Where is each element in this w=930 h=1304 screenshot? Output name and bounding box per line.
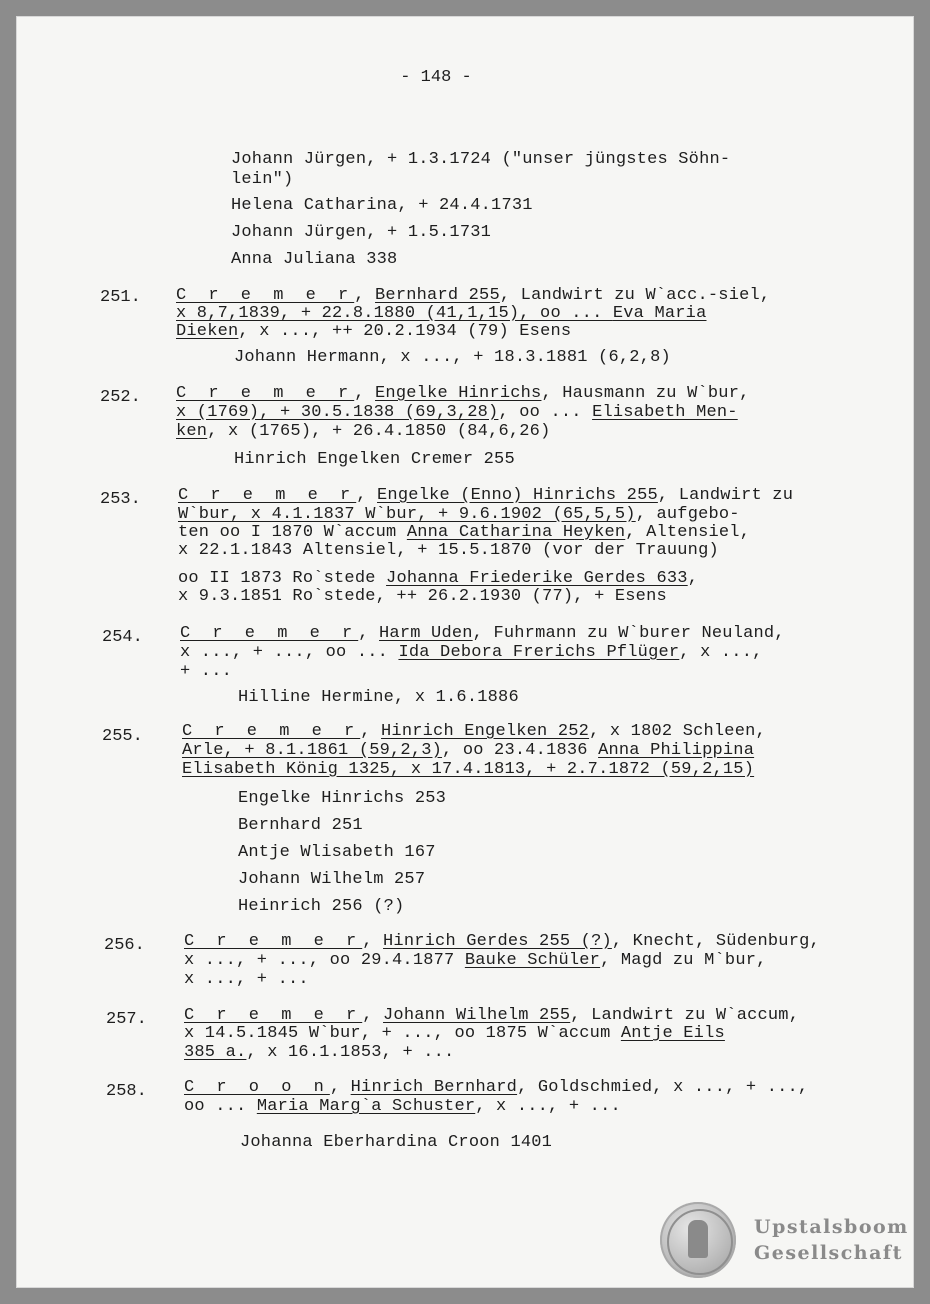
surname: C r e m e r	[182, 722, 361, 741]
entry-line: + ...	[180, 662, 233, 681]
entry-number: 255.	[102, 727, 143, 746]
entry-number: 251.	[100, 288, 141, 307]
text: x 14.5.1845 W`bur, + ..., oo 1875 W`accum	[184, 1024, 621, 1043]
entry-line	[176, 384, 750, 404]
text: , Knecht, Südenburg,	[611, 932, 820, 951]
text: , Landwirt zu W`acc.-siel,	[499, 286, 771, 305]
child-line: Helena Catharina, + 24.4.1731	[231, 196, 533, 215]
text: oo II 1873 Ro`stede	[178, 569, 387, 588]
surname: C r e m e r	[184, 932, 363, 951]
child-line: Johann Jürgen, + 1.3.1724 ("unser jüngstes Söhn-	[231, 150, 731, 169]
spouse-name: Anna Philippina	[598, 741, 755, 760]
text: , Landwirt zu W`accum,	[570, 1006, 800, 1025]
entry-number: 252.	[100, 388, 141, 407]
text: x ..., + ..., oo ...	[180, 643, 399, 662]
text: ,	[356, 486, 378, 505]
entry-line	[178, 523, 750, 543]
entry-line	[182, 722, 766, 742]
entry-line	[176, 286, 770, 306]
spouse-name: Antje Eils	[620, 1024, 725, 1043]
child-line: Johann Hermann, x ..., + 18.3.1881 (6,2,8)	[234, 348, 671, 367]
surname: C r e m e r	[178, 486, 357, 505]
given-name: Engelke Hinrichs	[375, 384, 542, 403]
logo-text-line1: Upstalsboom	[754, 1216, 909, 1238]
child-line: Anna Juliana 338	[231, 250, 398, 269]
child-line: lein")	[231, 170, 294, 189]
entry-line	[180, 643, 763, 663]
text: ,	[687, 569, 699, 588]
document-page	[16, 16, 914, 1288]
spouse-name: 385 a.	[184, 1043, 247, 1062]
text: x (1769), + 30.5.1838 (69,3,28)	[176, 403, 499, 422]
text: ,	[358, 624, 380, 643]
page-number: - 148 -	[400, 68, 472, 87]
surname: C r o o n	[184, 1078, 330, 1097]
child-line: Hinrich Engelken Cremer 255	[234, 450, 515, 469]
text: , x ..., + ...	[475, 1097, 621, 1116]
spouse-name: Eva Maria	[612, 304, 707, 323]
entry-line	[178, 505, 740, 525]
entry-number: 254.	[102, 628, 143, 647]
text: , Goldschmied, x ..., + ...,	[517, 1078, 809, 1097]
given-name: Harm Uden	[379, 624, 473, 643]
spouse-name: Ida Debora Frerichs Pflüger	[398, 643, 680, 662]
text: , x (1765), + 26.4.1850 (84,6,26)	[207, 422, 551, 441]
spouse-name: ken	[176, 422, 208, 441]
entry-line: x 9.3.1851 Ro`stede, ++ 26.2.1930 (77), + Esens	[178, 587, 667, 606]
society-logo	[660, 1202, 909, 1284]
given-name: Hinrich Bernhard	[350, 1078, 518, 1097]
child-line: Johanna Eberhardina Croon 1401	[240, 1133, 553, 1152]
entry-line	[184, 932, 820, 952]
text: ,	[329, 1078, 351, 1097]
text: x ..., + ..., oo 29.4.1877	[184, 951, 465, 970]
entry-line: x ..., + ...	[184, 970, 309, 989]
entry-line	[184, 1043, 454, 1063]
entry-number: 256.	[104, 936, 145, 955]
text: , Magd zu M`bur,	[600, 951, 767, 970]
logo-text-line2: Gesellschaft	[754, 1242, 903, 1264]
spouse-name: Bauke Schüler	[464, 951, 601, 970]
spouse-name: Johanna Friederike Gerdes 633	[386, 569, 688, 588]
entry-line	[176, 322, 571, 342]
entry-line	[178, 569, 698, 589]
surname: C r e m e r	[176, 286, 355, 305]
surname: C r e m e r	[180, 624, 359, 643]
spouse-name: Elisabeth König 1325	[182, 760, 391, 779]
text: ,	[362, 932, 384, 951]
text: , Landwirt zu	[657, 486, 794, 505]
entry-line	[180, 624, 785, 644]
entry-line: x 22.1.1843 Altensiel, + 15.5.1870 (vor der Trauung)	[178, 541, 719, 560]
text: x 8,7,1839, + 22.8.1880 (41,1,15), oo ...	[176, 304, 613, 323]
text: , x 16.1.1853, + ...	[246, 1043, 455, 1062]
text: , oo 23.4.1836	[442, 741, 599, 760]
seal-icon	[660, 1202, 736, 1278]
text: W`bur, x 4.1.1837 W`bur, + 9.6.1902 (65,5,5)	[178, 505, 636, 524]
entry-line	[184, 951, 767, 971]
text: ,	[354, 286, 376, 305]
entry-line	[182, 741, 754, 761]
child-line: Engelke Hinrichs 253	[238, 789, 447, 808]
text: , Hausmann zu W`bur,	[541, 384, 750, 403]
spouse-name: Elisabeth Men-	[592, 403, 738, 422]
spouse-name: Dieken	[176, 322, 239, 341]
text: oo ...	[184, 1097, 257, 1116]
text: Arle, + 8.1.1861 (59,2,3)	[182, 741, 443, 760]
entry-line	[184, 1078, 808, 1098]
given-name: Hinrich Engelken 252	[381, 722, 590, 741]
entry-number: 258.	[106, 1082, 147, 1101]
entry-line	[176, 422, 550, 442]
text: ,	[360, 722, 382, 741]
text: , Fuhrmann zu W`burer Neuland,	[472, 624, 785, 643]
given-name: Engelke (Enno) Hinrichs 255	[377, 486, 658, 505]
surname: C r e m e r	[176, 384, 355, 403]
given-name: Johann Wilhelm 255	[383, 1006, 571, 1025]
surname: C r e m e r	[184, 1006, 363, 1025]
text: , x 17.4.1813, + 2.7.1872 (59,2,15)	[390, 760, 755, 779]
entry-line	[178, 486, 793, 506]
text: , x ...,	[679, 643, 763, 662]
text: , Altensiel,	[625, 523, 751, 542]
given-name: Hinrich Gerdes 255 (?)	[383, 932, 612, 951]
text: ,	[354, 384, 376, 403]
text: , aufgebo-	[635, 505, 740, 524]
spouse-name: Anna Catharina Heyken	[406, 523, 626, 542]
entry-number: 253.	[100, 490, 141, 509]
text: ten oo I 1870 W`accum	[178, 523, 407, 542]
text: , x ..., ++ 20.2.1934 (79) Esens	[238, 322, 572, 341]
entry-number: 257.	[106, 1010, 147, 1029]
spouse-name: Maria Marg`a Schuster	[256, 1097, 476, 1116]
entry-line	[184, 1024, 725, 1044]
entry-line	[176, 403, 738, 423]
child-line: Johann Jürgen, + 1.5.1731	[231, 223, 492, 242]
entry-line	[184, 1097, 621, 1117]
child-line: Heinrich 256 (?)	[238, 897, 405, 916]
entry-line	[176, 304, 707, 324]
text: , x 1802 Schleen,	[589, 722, 766, 741]
entry-line	[184, 1006, 799, 1026]
text: ,	[362, 1006, 384, 1025]
child-line: Bernhard 251	[238, 816, 363, 835]
child-line: Johann Wilhelm 257	[238, 870, 426, 889]
entry-line	[182, 760, 754, 780]
text: , oo ...	[498, 403, 593, 422]
child-line: Antje Wlisabeth 167	[238, 843, 436, 862]
child-line: Hilline Hermine, x 1.6.1886	[238, 688, 519, 707]
given-name: Bernhard 255	[375, 286, 500, 305]
